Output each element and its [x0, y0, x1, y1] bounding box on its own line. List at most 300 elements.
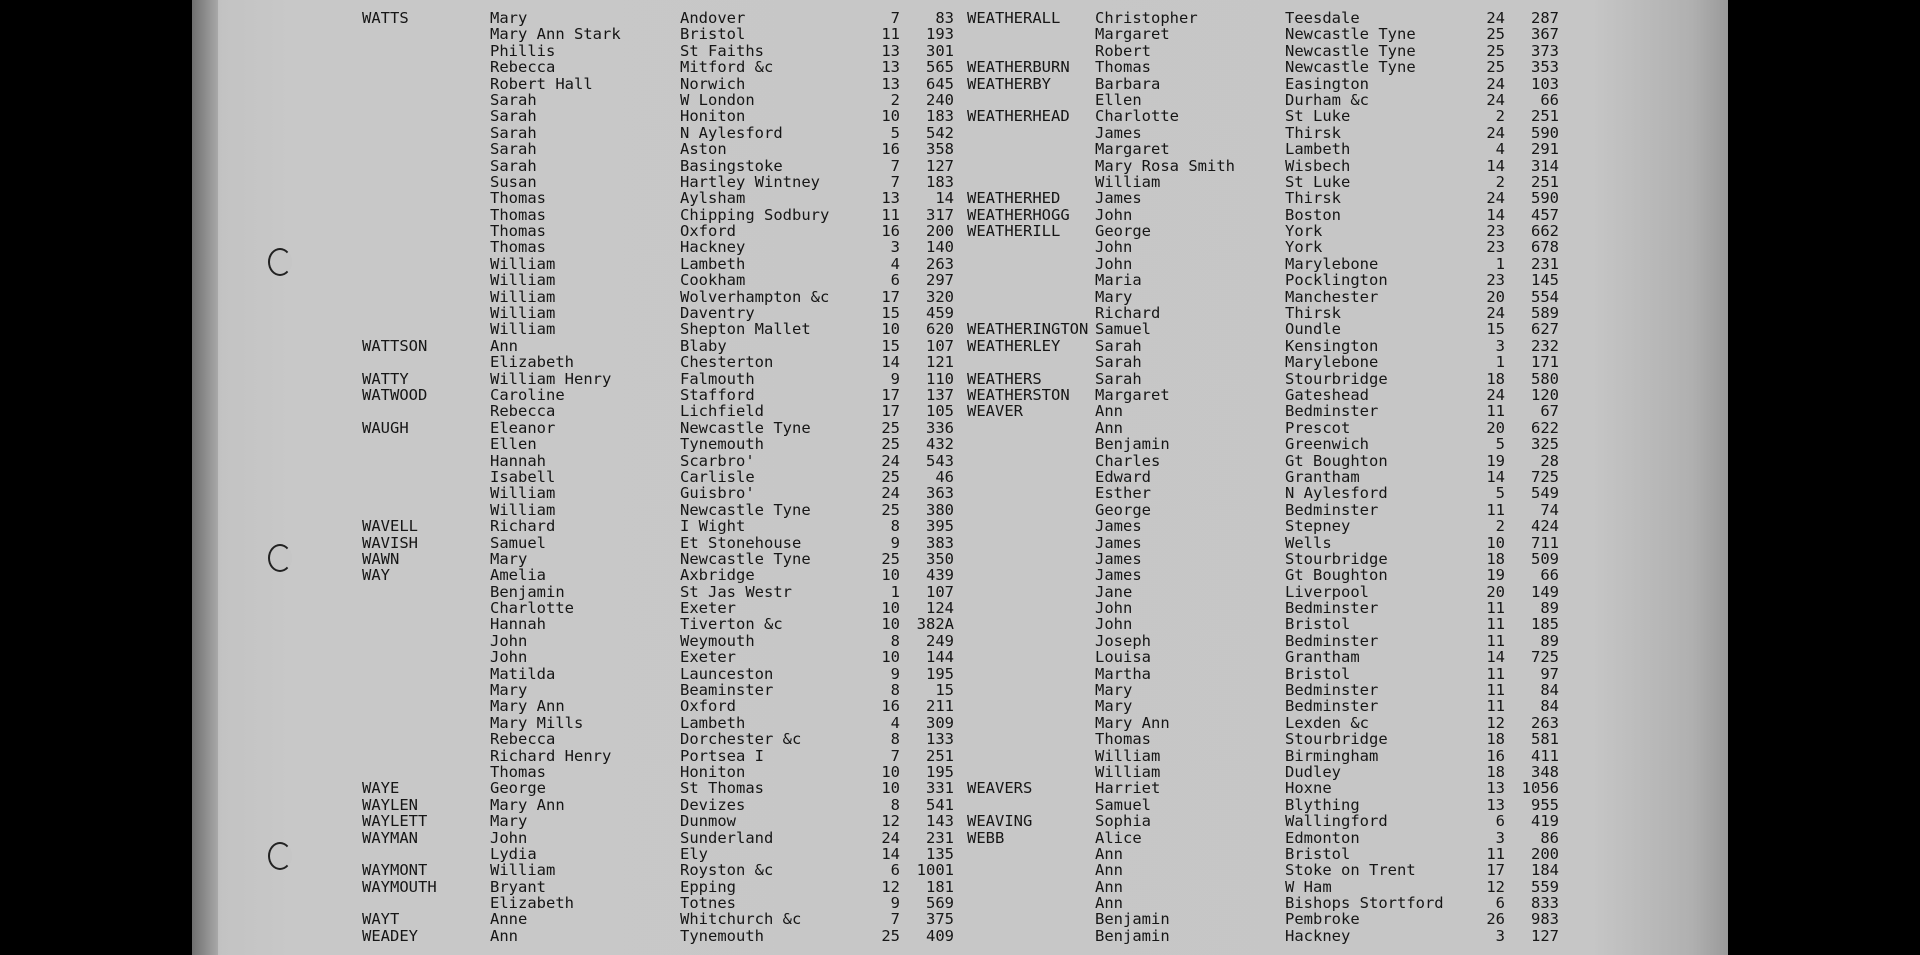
entry-forename: William	[490, 271, 556, 290]
entry-page: 121	[926, 353, 954, 372]
entry-forename: Benjamin	[1095, 926, 1170, 945]
entry-place: Newcastle Tyne	[680, 549, 811, 568]
entry-page: 331	[926, 779, 954, 798]
entry-place: Carlisle	[680, 467, 755, 486]
entry-forename: Thomas	[1095, 730, 1151, 749]
entry-page: 569	[926, 894, 954, 913]
entry-volume: 10	[881, 320, 900, 339]
entry-place: Wolverhampton &c	[680, 287, 830, 306]
entry-forename: William	[490, 861, 556, 880]
entry-place: Bristol	[1285, 615, 1351, 634]
entry-forename: Hannah	[490, 451, 546, 470]
entry-place: Bedminster	[1285, 681, 1379, 700]
entry-forename: Amelia	[490, 566, 546, 585]
entry-forename: Joseph	[1095, 631, 1151, 650]
entry-place: Tynemouth	[680, 926, 764, 945]
entry-forename: Margaret	[1095, 25, 1170, 44]
entry-volume: 13	[881, 58, 900, 77]
entry-forename: William	[490, 304, 556, 323]
entry-volume: 24	[1486, 189, 1505, 208]
entry-place: W London	[680, 90, 755, 109]
entry-place: Wells	[1285, 533, 1332, 552]
entry-page: 66	[1540, 566, 1559, 585]
entry-surname: WAYMOUTH	[362, 877, 437, 896]
entry-place: Thirsk	[1285, 304, 1341, 323]
entry-surname: WEATHERSTON	[967, 385, 1070, 404]
entry-forename: Samuel	[490, 533, 546, 552]
entry-volume: 9	[890, 664, 900, 683]
entry-place: Tynemouth	[680, 435, 764, 454]
entry-volume: 19	[1486, 451, 1505, 470]
entry-page: 375	[926, 910, 954, 929]
entry-forename: Hannah	[490, 615, 546, 634]
entry-surname: WEADEY	[362, 926, 418, 945]
entry-place: Cookham	[680, 271, 746, 290]
entry-place: Portsea I	[680, 746, 764, 765]
entry-page: 314	[1531, 156, 1559, 175]
entry-place: Grantham	[1285, 648, 1360, 667]
entry-forename: Ellen	[490, 435, 537, 454]
entry-forename: Sarah	[1095, 369, 1142, 388]
entry-forename: John	[1095, 599, 1133, 618]
entry-volume: 25	[881, 418, 900, 437]
entry-volume: 25	[1486, 25, 1505, 44]
entry-page: 103	[1531, 74, 1559, 93]
entry-surname: WEATHERINGTON	[967, 320, 1089, 339]
entry-volume: 1	[890, 582, 900, 601]
entry-volume: 13	[881, 41, 900, 60]
entry-page: 320	[926, 287, 954, 306]
entry-volume: 3	[1495, 336, 1505, 355]
entry-place: Bristol	[1285, 844, 1351, 863]
entry-surname: WAYLETT	[362, 812, 428, 831]
entry-forename: James	[1095, 123, 1142, 142]
entry-forename: John	[1095, 238, 1133, 257]
entry-page: 317	[926, 205, 954, 224]
entry-forename: John	[1095, 615, 1133, 634]
entry-volume: 10	[881, 599, 900, 618]
binder-hole-icon	[268, 544, 292, 572]
entry-surname: WEAVING	[967, 812, 1033, 831]
entry-surname: WAYMAN	[362, 828, 418, 847]
entry-page: 983	[1531, 910, 1559, 929]
entry-place: Dorchester &c	[680, 730, 802, 749]
entry-forename: Eleanor	[490, 418, 556, 437]
entry-page: 195	[926, 762, 954, 781]
entry-page: 439	[926, 566, 954, 585]
entry-place: Sunderland	[680, 828, 774, 847]
entry-page: 662	[1531, 222, 1559, 241]
entry-place: Pocklington	[1285, 271, 1388, 290]
entry-volume: 11	[1486, 500, 1505, 519]
entry-page: 211	[926, 697, 954, 716]
entry-forename: John	[1095, 254, 1133, 273]
entry-volume: 8	[890, 795, 900, 814]
entry-page: 424	[1531, 517, 1559, 536]
entry-place: Easington	[1285, 74, 1369, 93]
entry-volume: 1	[1495, 353, 1505, 372]
entry-place: Devizes	[680, 795, 746, 814]
entry-page: 358	[926, 140, 954, 159]
entry-place: Hackney	[680, 238, 746, 257]
entry-place: Oundle	[1285, 320, 1341, 339]
entry-place: Wallingford	[1285, 812, 1388, 831]
entry-volume: 4	[890, 713, 900, 732]
entry-volume: 16	[881, 140, 900, 159]
entry-place: Prescot	[1285, 418, 1351, 437]
entry-page: 251	[926, 746, 954, 765]
entry-volume: 17	[881, 287, 900, 306]
entry-surname: WAYMONT	[362, 861, 428, 880]
entry-surname: WAVISH	[362, 533, 418, 552]
entry-forename: Rebecca	[490, 58, 556, 77]
entry-volume: 16	[1486, 746, 1505, 765]
entry-volume: 11	[1486, 615, 1505, 634]
entry-place: Andover	[680, 9, 746, 27]
entry-place: Marylebone	[1285, 353, 1379, 372]
entry-page: 725	[1531, 648, 1559, 667]
entry-volume: 12	[1486, 877, 1505, 896]
entry-place: Et Stonehouse	[680, 533, 802, 552]
entry-forename: Ann	[490, 336, 518, 355]
entry-volume: 14	[1486, 156, 1505, 175]
entry-page: 297	[926, 271, 954, 290]
entry-volume: 9	[890, 894, 900, 913]
entry-place: Bedminster	[1285, 631, 1379, 650]
entry-surname: WAY	[362, 566, 390, 585]
entry-forename: Bryant	[490, 877, 546, 896]
entry-place: Oxford	[680, 222, 736, 241]
entry-page: 622	[1531, 418, 1559, 437]
entry-place: Wisbech	[1285, 156, 1351, 175]
entry-place: Dudley	[1285, 762, 1341, 781]
binder-hole-icon	[268, 842, 292, 870]
entry-volume: 11	[881, 25, 900, 44]
entry-page: 86	[1540, 828, 1559, 847]
entry-forename: Thomas	[490, 189, 546, 208]
entry-forename: Elizabeth	[490, 894, 574, 913]
entry-forename: Samuel	[1095, 320, 1151, 339]
entry-surname: WEATHERHED	[967, 189, 1061, 208]
entry-forename: Mary	[490, 681, 528, 700]
entry-volume: 5	[1495, 435, 1505, 454]
entry-place: Aylsham	[680, 189, 746, 208]
entry-page: 46	[935, 467, 954, 486]
entry-forename: Martha	[1095, 664, 1151, 683]
entry-place: Hoxne	[1285, 779, 1332, 798]
entry-place: Manchester	[1285, 287, 1379, 306]
entry-place: Marylebone	[1285, 254, 1379, 273]
entry-page: 74	[1540, 500, 1559, 519]
entry-forename: Sarah	[1095, 353, 1142, 372]
entry-volume: 24	[1486, 90, 1505, 109]
entry-forename: Mary	[1095, 697, 1133, 716]
entry-page: 590	[1531, 189, 1559, 208]
entry-page: 89	[1540, 631, 1559, 650]
entry-place: Exeter	[680, 648, 736, 667]
entry-page: 200	[926, 222, 954, 241]
entry-page: 590	[1531, 123, 1559, 142]
entry-volume: 11	[1486, 681, 1505, 700]
entry-place: I Wight	[680, 517, 746, 536]
entry-volume: 10	[881, 107, 900, 126]
entry-forename: Caroline	[490, 385, 565, 404]
entry-page: 251	[1531, 107, 1559, 126]
entry-page: 137	[926, 385, 954, 404]
entry-forename: Susan	[490, 172, 537, 191]
entry-place: Newcastle Tyne	[680, 418, 811, 437]
entry-forename: Robert	[1095, 41, 1151, 60]
entry-page: 549	[1531, 484, 1559, 503]
entry-forename: Mary Rosa Smith	[1095, 156, 1235, 175]
entry-place: Epping	[680, 877, 736, 896]
entry-place: Whitchurch &c	[680, 910, 802, 929]
entry-volume: 12	[881, 877, 900, 896]
entry-place: Guisbro'	[680, 484, 755, 503]
entry-volume: 25	[881, 500, 900, 519]
binder-hole-icon	[268, 248, 292, 276]
entry-surname: WATTSON	[362, 336, 428, 355]
entry-forename: Mary	[1095, 287, 1133, 306]
entry-volume: 18	[1486, 549, 1505, 568]
entry-forename: Sarah	[490, 123, 537, 142]
entry-volume: 5	[1495, 484, 1505, 503]
entry-volume: 11	[1486, 844, 1505, 863]
entry-surname: WEATHERBURN	[967, 58, 1070, 77]
entry-forename: Benjamin	[1095, 435, 1170, 454]
entry-forename: Richard Henry	[490, 746, 612, 765]
entry-page: 363	[926, 484, 954, 503]
entry-volume: 6	[890, 861, 900, 880]
entry-volume: 7	[890, 746, 900, 765]
entry-forename: Isabell	[490, 467, 556, 486]
entry-page: 185	[1531, 615, 1559, 634]
entry-forename: Ann	[1095, 861, 1123, 880]
entry-forename: Elizabeth	[490, 353, 574, 372]
entry-forename: Richard	[1095, 304, 1161, 323]
entry-volume: 17	[881, 402, 900, 421]
entry-volume: 8	[890, 681, 900, 700]
entry-page: 231	[1531, 254, 1559, 273]
entry-page: 249	[926, 631, 954, 650]
entry-volume: 24	[881, 451, 900, 470]
entry-page: 200	[1531, 844, 1559, 863]
entry-volume: 12	[881, 812, 900, 831]
entry-page: 84	[1540, 681, 1559, 700]
entry-volume: 8	[890, 631, 900, 650]
entry-place: St Jas Westr	[680, 582, 792, 601]
entry-forename: Louisa	[1095, 648, 1151, 667]
entry-forename: Sarah	[490, 107, 537, 126]
entry-volume: 10	[1486, 533, 1505, 552]
entry-place: Bedminster	[1285, 402, 1379, 421]
entry-forename: Mary	[490, 812, 528, 831]
entry-volume: 9	[890, 369, 900, 388]
entry-place: Greenwich	[1285, 435, 1369, 454]
entry-place: Teesdale	[1285, 9, 1360, 27]
entry-page: 301	[926, 41, 954, 60]
entry-place: N Aylesford	[1285, 484, 1388, 503]
entry-volume: 10	[881, 648, 900, 667]
entry-forename: Mary Ann	[1095, 713, 1170, 732]
entry-volume: 15	[1486, 320, 1505, 339]
entry-volume: 25	[881, 435, 900, 454]
entry-place: Stourbridge	[1285, 369, 1388, 388]
entry-forename: George	[1095, 500, 1151, 519]
entry-forename: Ann	[1095, 877, 1123, 896]
entry-volume: 18	[1486, 369, 1505, 388]
entry-page: 232	[1531, 336, 1559, 355]
entry-volume: 7	[890, 172, 900, 191]
entry-volume: 13	[881, 189, 900, 208]
entry-place: Exeter	[680, 599, 736, 618]
entry-page: 541	[926, 795, 954, 814]
entry-page: 124	[926, 599, 954, 618]
entry-forename: William	[1095, 746, 1161, 765]
entry-volume: 11	[881, 205, 900, 224]
entry-forename: Christopher	[1095, 9, 1198, 27]
entry-volume: 10	[881, 779, 900, 798]
entry-page: 411	[1531, 746, 1559, 765]
entry-place: Bishops Stortford	[1285, 894, 1444, 913]
entry-surname: WAYT	[362, 910, 400, 929]
entry-page: 15	[935, 681, 954, 700]
entry-place: Blything	[1285, 795, 1360, 814]
entry-page: 183	[926, 107, 954, 126]
entry-place: Totnes	[680, 894, 736, 913]
entry-page: 350	[926, 549, 954, 568]
entry-volume: 18	[1486, 762, 1505, 781]
entry-volume: 11	[1486, 631, 1505, 650]
entry-place: Beaminster	[680, 681, 774, 700]
entry-surname: WAUGH	[362, 418, 409, 437]
entry-surname: WEATHERILL	[967, 222, 1061, 241]
entry-forename: Mary Ann	[490, 795, 565, 814]
entry-forename: Charlotte	[1095, 107, 1179, 126]
entry-place: Shepton Mallet	[680, 320, 811, 339]
entry-forename: Jane	[1095, 582, 1133, 601]
entry-page: 409	[926, 926, 954, 945]
entry-forename: Mary Ann	[490, 697, 565, 716]
entry-forename: William Henry	[490, 369, 612, 388]
entry-page: 711	[1531, 533, 1559, 552]
entry-volume: 11	[1486, 599, 1505, 618]
entry-volume: 18	[1486, 730, 1505, 749]
entry-page: 432	[926, 435, 954, 454]
entry-place: Falmouth	[680, 369, 755, 388]
entry-volume: 3	[890, 238, 900, 257]
entry-place: Lambeth	[680, 254, 746, 273]
entry-page: 509	[1531, 549, 1559, 568]
entry-forename: James	[1095, 566, 1142, 585]
entry-forename: Alice	[1095, 828, 1142, 847]
entry-forename: Thomas	[490, 222, 546, 241]
entry-surname: WEATHERALL	[967, 9, 1061, 27]
entry-page: 144	[926, 648, 954, 667]
entry-place: Gateshead	[1285, 385, 1369, 404]
entry-page: 383	[926, 533, 954, 552]
entry-page: 580	[1531, 369, 1559, 388]
entry-place: Honiton	[680, 107, 746, 126]
entry-place: Lichfield	[680, 402, 764, 421]
entry-place: Launceston	[680, 664, 774, 683]
entry-forename: John	[490, 648, 528, 667]
entry-forename: Anne	[490, 910, 528, 929]
entry-forename: George	[1095, 222, 1151, 241]
entry-volume: 17	[881, 385, 900, 404]
entry-page: 251	[1531, 172, 1559, 191]
entry-place: Honiton	[680, 762, 746, 781]
entry-volume: 24	[1486, 9, 1505, 27]
entry-volume: 6	[1495, 812, 1505, 831]
entry-page: 1001	[916, 861, 954, 880]
entry-volume: 2	[1495, 517, 1505, 536]
entry-volume: 24	[881, 484, 900, 503]
entry-volume: 16	[881, 697, 900, 716]
entry-volume: 14	[1486, 205, 1505, 224]
entry-place: Mitford &c	[680, 58, 774, 77]
entry-forename: Ann	[1095, 402, 1123, 421]
entry-volume: 1	[1495, 254, 1505, 273]
entry-forename: Mary	[1095, 681, 1133, 700]
entry-page: 395	[926, 517, 954, 536]
entry-forename: William	[490, 500, 556, 519]
entry-page: 105	[926, 402, 954, 421]
entry-page: 559	[1531, 877, 1559, 896]
entry-surname: WEATHERBY	[967, 74, 1051, 93]
entry-place: Hackney	[1285, 926, 1351, 945]
entry-place: Bedminster	[1285, 599, 1379, 618]
entry-place: Chesterton	[680, 353, 774, 372]
entry-place: Stafford	[680, 385, 755, 404]
entry-place: Stourbridge	[1285, 549, 1388, 568]
entry-forename: Harriet	[1095, 779, 1161, 798]
entry-forename: Ann	[1095, 894, 1123, 913]
entry-page: 14	[935, 189, 954, 208]
entry-surname: WEATHERLEY	[967, 336, 1061, 355]
entry-page: 120	[1531, 385, 1559, 404]
entry-place: Basingstoke	[680, 156, 783, 175]
entry-page: 127	[926, 156, 954, 175]
entry-page: 183	[926, 172, 954, 191]
entry-place: Bristol	[680, 25, 746, 44]
entry-volume: 11	[1486, 697, 1505, 716]
entry-place: Gt Boughton	[1285, 566, 1388, 585]
entry-page: 457	[1531, 205, 1559, 224]
entry-forename: Charles	[1095, 451, 1161, 470]
entry-place: Aston	[680, 140, 727, 159]
entry-volume: 10	[881, 566, 900, 585]
entry-page: 382A	[916, 615, 954, 634]
entry-page: 107	[926, 336, 954, 355]
entry-forename: Lydia	[490, 844, 537, 863]
entry-page: 589	[1531, 304, 1559, 323]
entry-forename: Samuel	[1095, 795, 1151, 814]
entry-volume: 20	[1486, 582, 1505, 601]
entry-page: 110	[926, 369, 954, 388]
entry-place: Dunmow	[680, 812, 736, 831]
entry-place: Newcastle Tyne	[1285, 58, 1416, 77]
entry-page: 263	[1531, 713, 1559, 732]
entry-surname: WATWOOD	[362, 385, 428, 404]
entry-page: 620	[926, 320, 954, 339]
entry-volume: 15	[881, 336, 900, 355]
entry-place: Bedminster	[1285, 697, 1379, 716]
entry-page: 581	[1531, 730, 1559, 749]
entry-volume: 7	[890, 910, 900, 929]
entry-place: Norwich	[680, 74, 746, 93]
entry-volume: 15	[881, 304, 900, 323]
